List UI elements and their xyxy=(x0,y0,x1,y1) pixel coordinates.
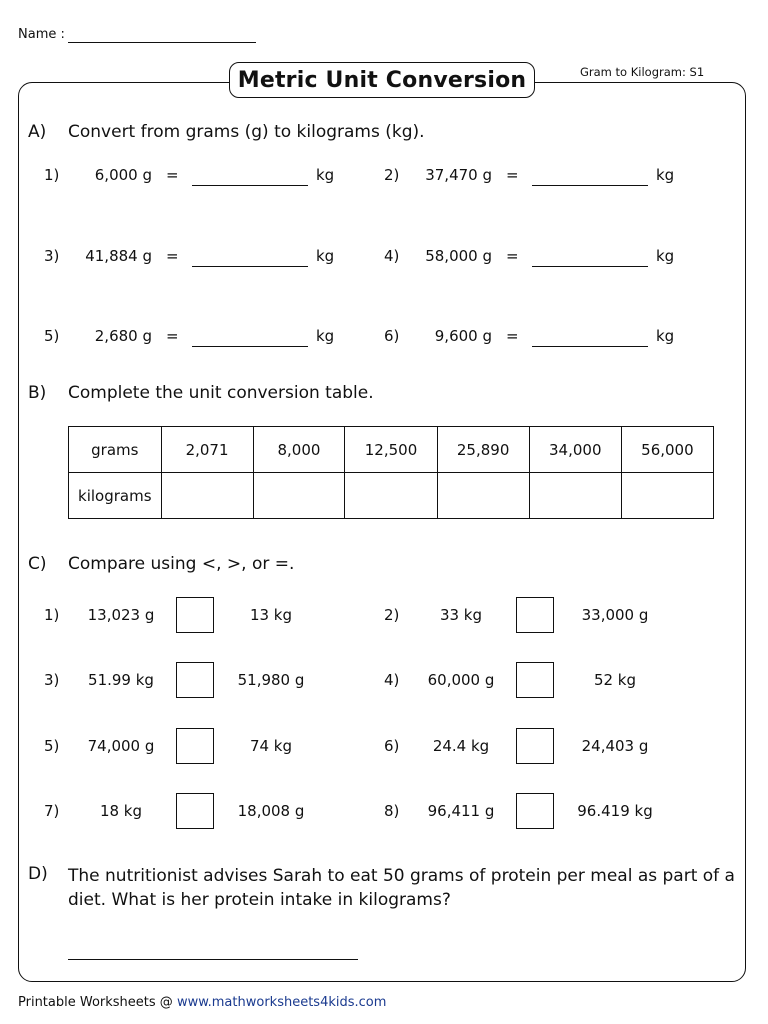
answer-line[interactable] xyxy=(532,266,648,267)
answer-cell[interactable] xyxy=(161,473,253,519)
problem-number: 2) xyxy=(384,166,400,184)
table-cell: 8,000 xyxy=(253,427,345,473)
answer-cell[interactable] xyxy=(529,473,621,519)
answer-line[interactable] xyxy=(192,266,308,267)
answer-line[interactable] xyxy=(192,346,308,347)
table-cell: 34,000 xyxy=(529,427,621,473)
problem-value: 2,680 g xyxy=(94,327,152,345)
unit-label: kg xyxy=(316,247,335,265)
problem-number: 6) xyxy=(384,737,400,755)
footer-link[interactable]: www.mathworksheets4kids.com xyxy=(176,995,387,1010)
conversion-table xyxy=(68,426,714,519)
equals-sign: = xyxy=(506,327,519,345)
problem-value: 6,000 g xyxy=(94,166,152,184)
row-header-grams: grams xyxy=(69,427,162,473)
unit-label: kg xyxy=(316,327,335,345)
compare-answer-box[interactable] xyxy=(516,793,554,829)
compare-answer-box[interactable] xyxy=(176,728,214,764)
problem-number: 2) xyxy=(384,606,400,624)
equals-sign: = xyxy=(166,166,179,184)
compare-left-value: 51.99 kg xyxy=(88,671,154,689)
problem-value: 58,000 g xyxy=(425,247,492,265)
answer-line[interactable] xyxy=(192,185,308,186)
equals-sign: = xyxy=(166,327,179,345)
problem-number: 6) xyxy=(384,327,400,345)
answer-cell[interactable] xyxy=(437,473,529,519)
problem-number: 7) xyxy=(44,802,60,820)
compare-right-value: 74 kg xyxy=(249,737,293,755)
problem-number: 4) xyxy=(384,671,400,689)
compare-answer-box[interactable] xyxy=(176,597,214,633)
table-cell: 56,000 xyxy=(621,427,713,473)
compare-left-value: 96,411 g xyxy=(427,802,495,820)
compare-left-value: 60,000 g xyxy=(427,671,495,689)
name-label: Name : xyxy=(18,27,65,42)
table-row xyxy=(69,427,714,473)
problem-value: 9,600 g xyxy=(434,327,492,345)
compare-right-value: 18,008 g xyxy=(237,802,305,820)
footer xyxy=(18,995,386,1010)
compare-answer-box[interactable] xyxy=(176,662,214,698)
page-title: Metric Unit Conversion xyxy=(229,62,535,98)
section-c-instruction: Compare using <, >, or =. xyxy=(68,554,295,574)
section-b-instruction: Complete the unit conversion table. xyxy=(68,383,374,403)
unit-label: kg xyxy=(316,166,335,184)
compare-right-value: 96.419 kg xyxy=(577,802,653,820)
compare-answer-box[interactable] xyxy=(516,597,554,633)
section-d-letter: D) xyxy=(28,864,48,884)
answer-cell[interactable] xyxy=(345,473,437,519)
equals-sign: = xyxy=(506,247,519,265)
compare-answer-box[interactable] xyxy=(516,728,554,764)
problem-number: 1) xyxy=(44,606,60,624)
answer-line[interactable] xyxy=(532,185,648,186)
compare-answer-box[interactable] xyxy=(176,793,214,829)
table-cell: 12,500 xyxy=(345,427,437,473)
equals-sign: = xyxy=(506,166,519,184)
unit-label: kg xyxy=(656,247,675,265)
compare-left-value: 74,000 g xyxy=(87,737,155,755)
problem-number: 1) xyxy=(44,166,60,184)
worksheet-subtitle: Gram to Kilogram: S1 xyxy=(580,65,705,79)
compare-left-value: 33 kg xyxy=(439,606,483,624)
compare-answer-box[interactable] xyxy=(516,662,554,698)
compare-left-value: 24.4 kg xyxy=(432,737,490,755)
section-c-letter: C) xyxy=(28,554,47,574)
table-cell: 2,071 xyxy=(161,427,253,473)
equals-sign: = xyxy=(166,247,179,265)
table-cell: 25,890 xyxy=(437,427,529,473)
compare-left-value: 18 kg xyxy=(99,802,143,820)
problem-number: 5) xyxy=(44,327,60,345)
compare-right-value: 51,980 g xyxy=(237,671,305,689)
word-problem-text: The nutritionist advises Sarah to eat 50 grams of protein per meal as part of a diet. What is her protein intake in kilograms? xyxy=(68,866,735,910)
problem-value: 37,470 g xyxy=(425,166,492,184)
footer-prefix: Printable Worksheets @ xyxy=(18,995,177,1010)
problem-value: 41,884 g xyxy=(85,247,152,265)
compare-right-value: 52 kg xyxy=(593,671,637,689)
name-input-line[interactable] xyxy=(68,42,256,43)
compare-left-value: 13,023 g xyxy=(87,606,155,624)
compare-right-value: 13 kg xyxy=(249,606,293,624)
word-problem-answer-line[interactable] xyxy=(68,959,358,960)
problem-number: 5) xyxy=(44,737,60,755)
compare-right-value: 33,000 g xyxy=(581,606,649,624)
problem-number: 3) xyxy=(44,247,60,265)
section-a-instruction: Convert from grams (g) to kilograms (kg). xyxy=(68,122,425,142)
table-row xyxy=(69,473,714,519)
section-a-letter: A) xyxy=(28,122,47,142)
answer-line[interactable] xyxy=(532,346,648,347)
answer-cell[interactable] xyxy=(253,473,345,519)
unit-label: kg xyxy=(656,166,675,184)
compare-right-value: 24,403 g xyxy=(581,737,649,755)
unit-label: kg xyxy=(656,327,675,345)
problem-number: 8) xyxy=(384,802,400,820)
worksheet-frame xyxy=(18,82,746,982)
problem-number: 4) xyxy=(384,247,400,265)
section-b-letter: B) xyxy=(28,383,47,403)
row-header-kilograms: kilograms xyxy=(69,473,162,519)
problem-number: 3) xyxy=(44,671,60,689)
answer-cell[interactable] xyxy=(621,473,713,519)
